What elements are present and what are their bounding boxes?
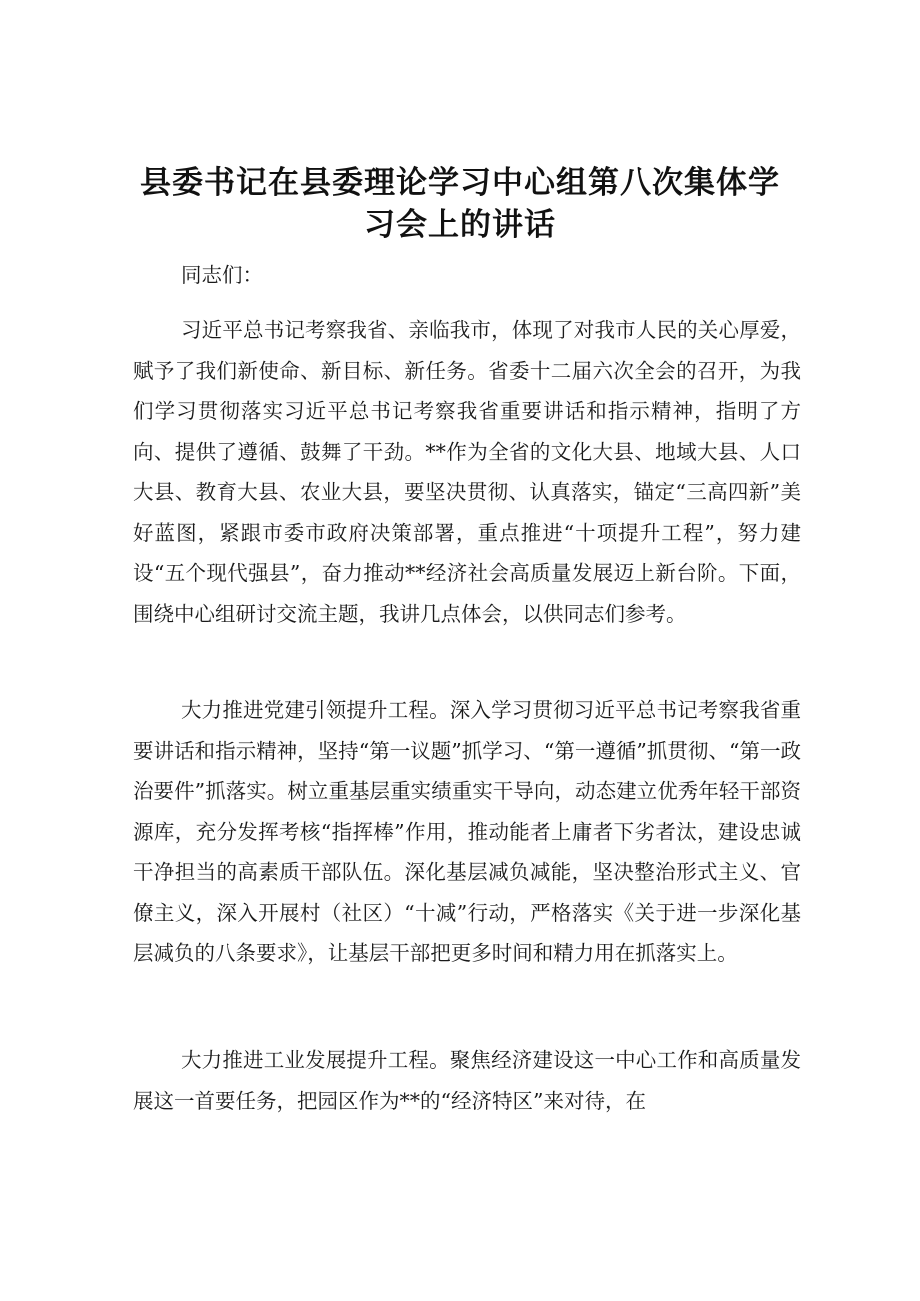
paragraph-intro: 习近平总书记考察我省、亲临我市，体现了对我市人民的关心厚爱，赋予了我们新使命、新目标、新任务。省委十二届六次全会的召开，为我们学习贯彻落实习近平总书记考察我省重要讲话和指示精神，指明了方向、提供了遵循、鼓舞了干劲。**作为全省的文化大县、地域大县、人口大县、教育大县、农业大县，要坚决贯彻、认真落实，锚定“三高四新”美好蓝图，紧跟市委市政府决策部署，重点推进“十项提升工程”，努力建设“五个现代强县”，奋力推动**经济社会高质量发展迈上新台阶。下面，围绕中心组研讨交流主题，我讲几点体会，以供同志们参考。 <box>133 318 801 626</box>
greeting: 同志们： <box>181 263 263 287</box>
paragraph-industry: 大力推进工业发展提升工程。聚焦经济建设这一中心工作和高质量发展这一首要任务，把园区作为**的“经济特区”来对待，在 <box>133 1048 801 1113</box>
paragraph-party-building: 大力推进党建引领提升工程。深入学习贯彻习近平总书记考察我省重要讲话和指示精神，坚持“第一议题”抓学习、“第一遵循”抓贯彻、“第一政治要件”抓落实。树立重基层重实绩重实干导向，动态建立优秀年轻干部资源库，充分发挥考核“指挥棒”作用，推动能者上庸者下劣者汰，建设忠诚干净担当的高素质干部队伍。深化基层减负减能，坚决整治形式主义、官僚主义，深入开展村（社区）“十减”行动，严格落实《关于进一步深化基层减负的八条要求》，让基层干部把更多时间和精力用在抓落实上。 <box>133 698 801 965</box>
document-title: 县委书记在县委理论学习中心组第八次集体学习会上的讲话 <box>140 165 780 243</box>
